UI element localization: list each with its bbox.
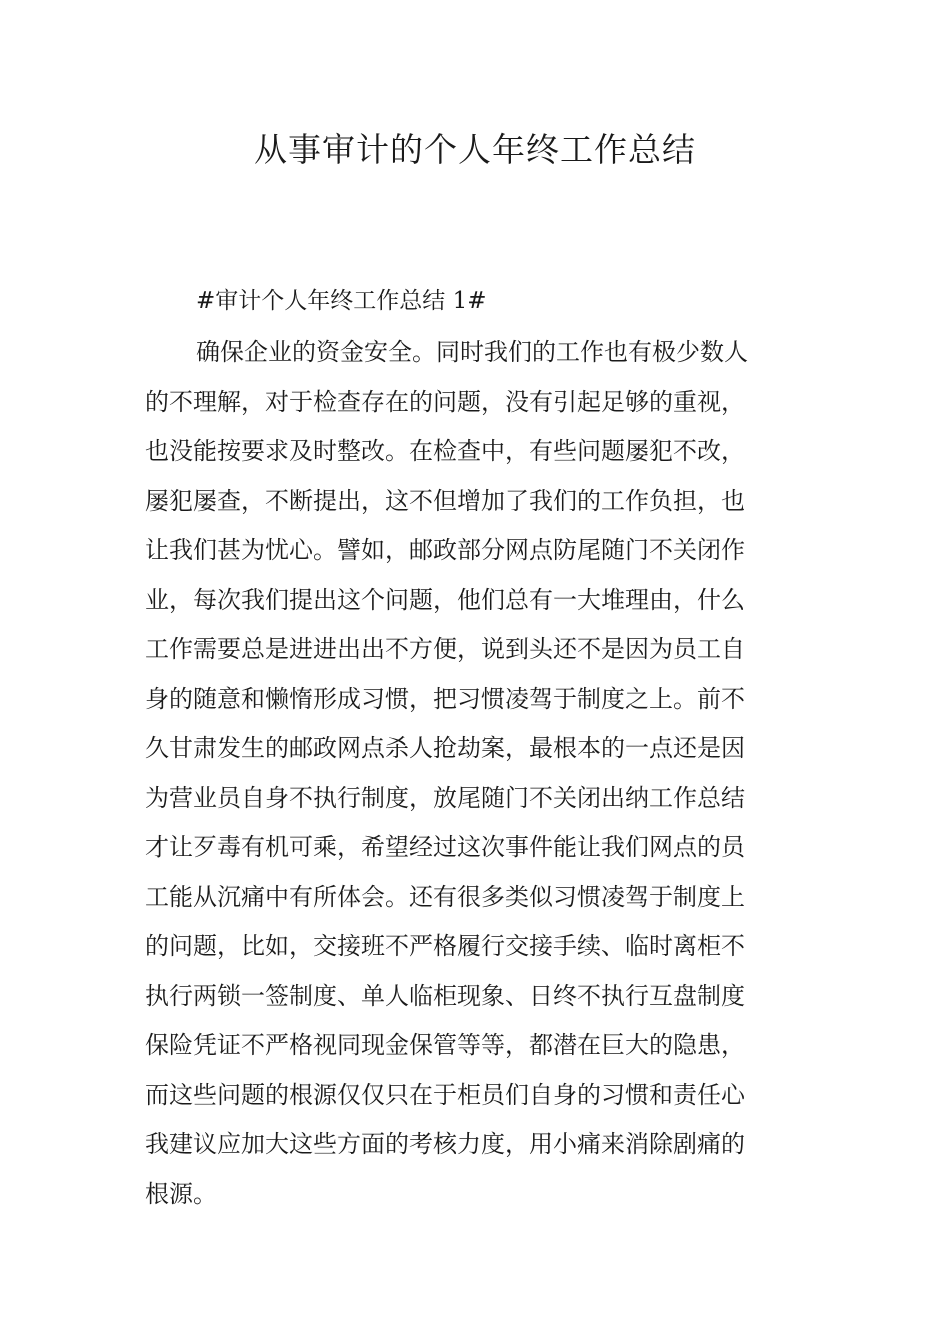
body-line: 的问题，比如，交接班不严格履行交接手续、临时离柜不: [145, 932, 745, 960]
body-line: 身的随意和懒惰形成习惯，把习惯凌驾于制度之上。前不: [145, 684, 745, 713]
body-line: 为营业员自身不执行制度，放尾随门不关闭出纳工作总结: [145, 783, 745, 812]
body-line: 确保企业的资金安全。同时我们的工作也有极少数人: [196, 338, 748, 366]
section-heading: #审计个人年终工作总结 1#: [196, 288, 487, 314]
body-line: 保险凭证不严格视同现金保管等等，都潜在巨大的隐患，: [145, 1031, 745, 1059]
body-line: 让我们甚为忧心。譬如，邮政部分网点防尾随门不关闭作: [145, 536, 745, 564]
body-line: 执行两锁一签制度、单人临柜现象、日终不执行互盘制度: [145, 981, 745, 1010]
body-line: 根源。: [145, 1179, 217, 1208]
body-line: 也没能按要求及时整改。在检查中，有些问题屡犯不改，: [145, 437, 745, 465]
body-line: 久甘肃发生的邮政网点杀人抢劫案，最根本的一点还是因: [145, 734, 745, 762]
body-line: 工作需要总是进进出出不方便，说到头还不是因为员工自: [145, 635, 745, 663]
body-line: 业，每次我们提出这个问题，他们总有一大堆理由，什么: [145, 585, 745, 614]
body-line: 屡犯屡查，不断提出，这不但增加了我们的工作负担，也: [145, 486, 745, 515]
body-line: 而这些问题的根源仅仅只在于柜员们自身的习惯和责任心: [145, 1080, 745, 1109]
body-line: 的不理解，对于检查存在的问题，没有引起足够的重视，: [145, 387, 745, 416]
document-title: 从事审计的个人年终工作总结: [254, 130, 696, 169]
body-line: 我建议应加大这些方面的考核力度，用小痛来消除剧痛的: [145, 1130, 745, 1158]
body-line: 才让歹毒有机可乘，希望经过这次事件能让我们网点的员: [145, 833, 745, 861]
body-text: [145, 331, 809, 1222]
body-line: 工能从沉痛中有所体会。还有很多类似习惯凌驾于制度上: [145, 882, 745, 911]
